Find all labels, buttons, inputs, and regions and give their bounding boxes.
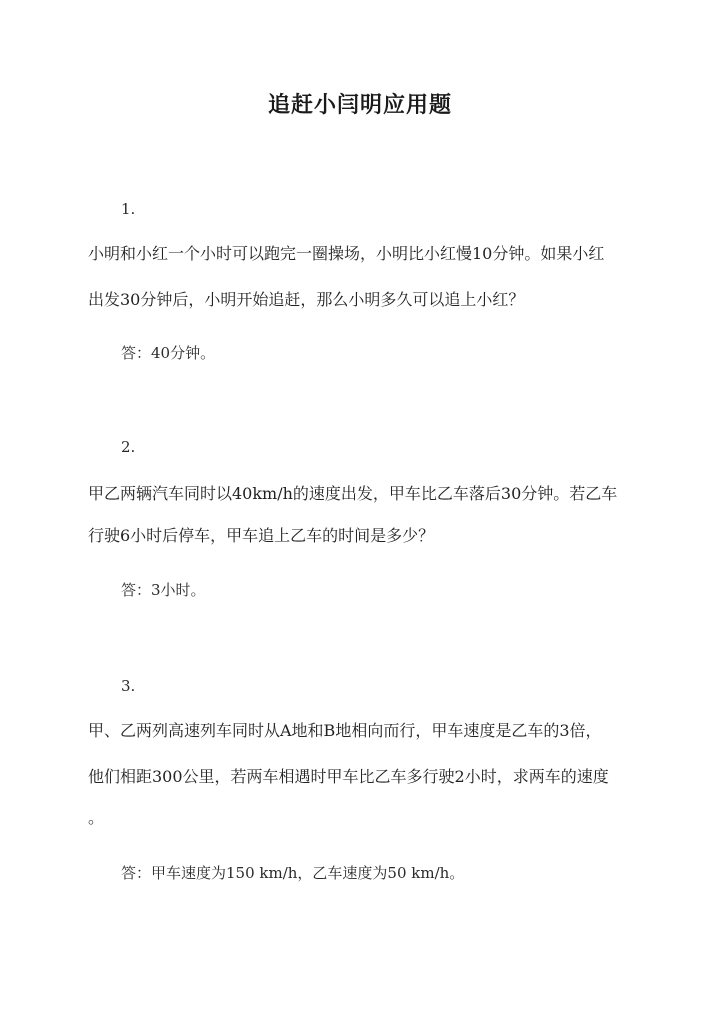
problem-2-answer: 答：3小时。 [121, 581, 206, 599]
problem-1-question-line-2: 出发30分钟后，小明开始追赶，那么小明多久可以追上小红？ [88, 290, 525, 309]
problem-2-question-line-2: 行驶6小时后停车，甲车追上乙车的时间是多少？ [88, 526, 435, 545]
problem-3-question-line-3: 。 [88, 808, 105, 827]
problem-3-question-line-1: 甲、乙两列高速列车同时从A地和B地相向而行，甲车速度是乙车的3倍， [88, 721, 602, 740]
problem-1-number: 1. [121, 200, 136, 218]
problem-2-question-line-1: 甲乙两辆汽车同时以40km/h的速度出发，甲车比乙车落后30分钟。若乙车 [88, 484, 618, 503]
problem-1-answer: 答：40分钟。 [121, 344, 216, 362]
problem-2-number: 2. [121, 438, 136, 456]
problem-3-number: 3. [121, 677, 136, 695]
document-title: 追赶小闫明应用题 [267, 92, 452, 118]
problem-1-question-line-1: 小明和小红一个小时可以跑完一圈操场，小明比小红慢10分钟。如果小红 [88, 244, 605, 263]
problem-3-answer: 答：甲车速度为150 km/h，乙车速度为50 km/h。 [121, 864, 465, 882]
problem-3-question-line-2: 他们相距300公里，若两车相遇时甲车比乙车多行驶2小时，求两车的速度 [88, 767, 609, 786]
